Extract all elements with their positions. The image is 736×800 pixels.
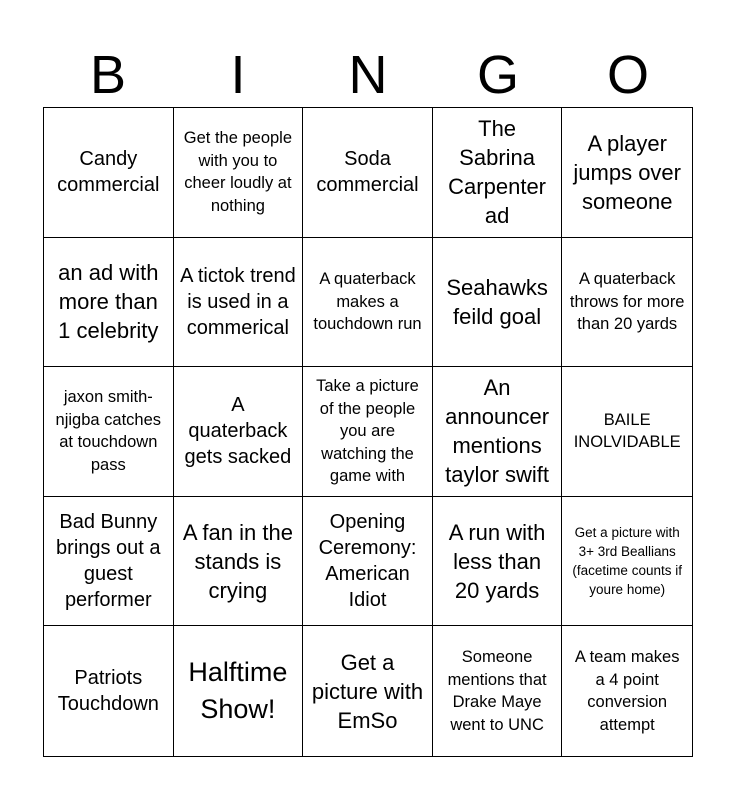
header-letter-i: I xyxy=(230,45,246,105)
bingo-cell[interactable] xyxy=(44,108,174,238)
bingo-cell[interactable] xyxy=(44,238,174,368)
bingo-cell-text: A quaterback throws for more than 20 yards xyxy=(569,270,685,334)
bingo-cell-text: A tictok trend is used in a commerical xyxy=(180,264,296,339)
bingo-cell-text: An announcer mentions taylor swift xyxy=(445,375,550,488)
bingo-cell-text: A quaterback makes a touchdown run xyxy=(313,270,422,334)
bingo-cell-text: jaxon smith-njigba catches at touchdown pass xyxy=(55,388,162,474)
bingo-cell-text: Get a picture with 3+ 3rd Beallians (facetime counts if youre home) xyxy=(572,525,682,598)
bingo-cell-text: Someone mentions that Drake Maye went to UNC xyxy=(447,648,547,734)
bingo-cell-text: A quaterback gets sacked xyxy=(184,394,292,469)
bingo-cell[interactable] xyxy=(303,626,433,756)
bingo-cell-text: Get a picture with EmSo xyxy=(311,649,424,733)
bingo-header xyxy=(43,40,693,110)
header-letter-b: B xyxy=(89,45,127,105)
bingo-cell-text: an ad with more than 1 celebrity xyxy=(58,260,159,344)
bingo-cell[interactable] xyxy=(433,238,563,368)
bingo-cell-text: Take a picture of the people you are watching the game with xyxy=(316,377,419,486)
bingo-cell[interactable] xyxy=(174,497,304,627)
bingo-cell-text: A run with less than 20 yards xyxy=(448,519,546,603)
header-letter-o: O xyxy=(606,45,649,105)
bingo-cell-text: The Sabrina Carpenter ad xyxy=(448,116,547,229)
bingo-cell[interactable] xyxy=(303,367,433,497)
bingo-cell[interactable] xyxy=(562,108,692,238)
bingo-cell[interactable] xyxy=(562,367,692,497)
bingo-cell-text: BAILE INOLVIDABLE xyxy=(573,410,681,452)
bingo-cell-text: Get the people with you to cheer loudly at nothing xyxy=(183,129,293,215)
bingo-cell[interactable] xyxy=(303,108,433,238)
bingo-cell-text: Patriots Touchdown xyxy=(57,667,159,716)
bingo-cell-text: Bad Bunny brings out a guest performer xyxy=(56,511,161,612)
bingo-cell[interactable] xyxy=(174,238,304,368)
header-letter-n: N xyxy=(348,45,388,105)
bingo-cell[interactable] xyxy=(433,626,563,756)
bingo-cell[interactable] xyxy=(562,238,692,368)
bingo-cell[interactable] xyxy=(44,626,174,756)
bingo-cell[interactable] xyxy=(433,108,563,238)
bingo-cell-text: Halftime Show! xyxy=(188,657,288,725)
header-letter-g: G xyxy=(476,45,519,105)
bingo-cell[interactable] xyxy=(174,108,304,238)
bingo-cell[interactable] xyxy=(562,626,692,756)
bingo-board xyxy=(43,107,693,757)
bingo-cell-text: A team makes a 4 point conversion attempt xyxy=(574,648,680,734)
bingo-cell-text: A fan in the stands is crying xyxy=(182,519,293,603)
bingo-cell-text: Seahawks feild goal xyxy=(446,274,548,329)
bingo-cell[interactable] xyxy=(433,497,563,627)
bingo-cell-text: Opening Ceremony: American Idiot xyxy=(318,511,417,612)
bingo-cell[interactable] xyxy=(562,497,692,627)
bingo-cell[interactable] xyxy=(174,626,304,756)
bingo-cell[interactable] xyxy=(44,367,174,497)
bingo-cell-text: A player jumps over someone xyxy=(573,130,681,214)
bingo-cell[interactable] xyxy=(303,497,433,627)
bingo-cell-text: Candy commercial xyxy=(57,148,160,197)
bingo-cell[interactable] xyxy=(174,367,304,497)
bingo-cell[interactable] xyxy=(44,497,174,627)
bingo-cell[interactable] xyxy=(303,238,433,368)
bingo-cell-text: Soda commercial xyxy=(316,148,419,197)
bingo-cell[interactable] xyxy=(433,367,563,497)
